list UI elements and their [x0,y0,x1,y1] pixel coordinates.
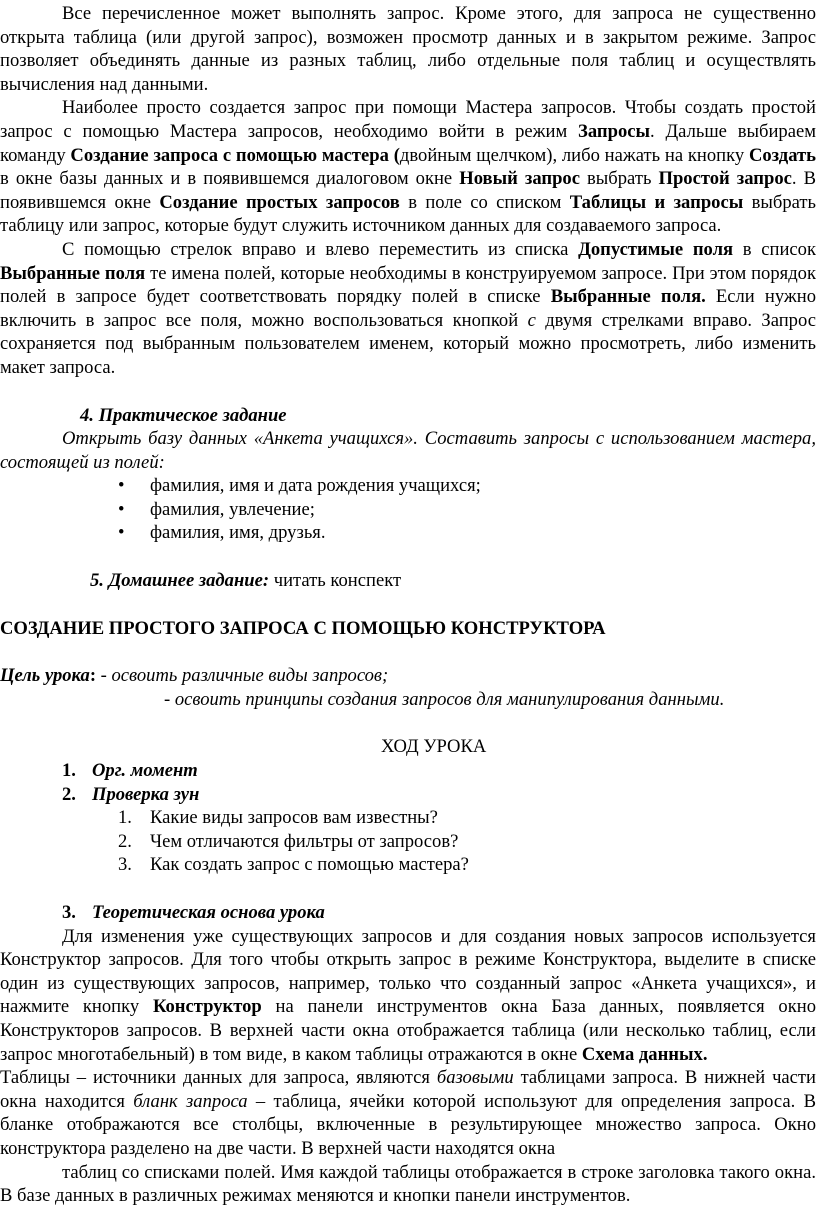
list-item: • фамилия, имя и дата рождения учащихся; [118,474,816,498]
lesson-goal-line2: - освоить принципы создания запросов для манипулирования данными. [164,688,725,710]
paragraph-table-windows: таблиц со списками полей. Имя каждой таблицы отображается в строке заголовка такого окна. В базе данных в различных режимах меняются и кнопки панели инструментов. [0,1161,816,1207]
homework-label: 5. Домашнее задание: [90,570,270,592]
list-item: 2. Чем отличаются фильтры от запросов? [118,830,459,852]
paragraph-constructor: Для изменения уже существующих запросов и для создания новых запросов используется Конструктор запросов. Для того чтобы открыть запрос в режиме Конструктора, выделите в списке один из существующих запросов, например, только что созданный запрос «Анкета учащихся», и нажмите кнопку Конструктор на панели инструментов окна База данных, появляется окно Конструкторов запросов. В верхней части окна отображается таблица (или несколько таблиц, если запрос многотабельный) в том виде, в каком таблицы отражаются в окне Схема данных. [0,925,816,1065]
paragraph-query-capabilities: Все перечисленное может выполнять запрос. Кроме этого, для запроса не существенно открыта таблица (или другой запрос), возможен просмотр данных и в закрытом режиме. Запрос позволяет объединять данные из разных таблиц, либо отдельные поля таблиц и осуществлять вычисления над данными. [0,3,816,95]
lesson-goal: Цель урока: - освоить различные виды запросов; [0,665,389,687]
list-item: 1. Какие виды запросов вам известны? [118,807,438,829]
questions-list [0,806,816,877]
section-title: СОЗДАНИЕ ПРОСТОГО ЗАПРОСА С ПОМОЩЬЮ КОНСТРУКТОРА [0,617,606,639]
paragraph-field-selection: С помощью стрелок вправо и влево переместить из списка Допустимые поля в список Выбранные поля те имена полей, которые необходимы в конструируемом запросе. При этом порядок полей в запросе будет соответствовать порядку полей в списке Выбранные поля. Если нужно включить в запрос все поля, можно воспользоваться кнопкой с двумя стрелками вправо. Запрос сохраняется под выбранным пользователем именем, который можно просмотреть, либо изменить макет запроса. [0,238,816,378]
course-heading: ХОД УРОКА [381,736,487,758]
homework-line [0,569,816,593]
paragraph-query-wizard: Наиболее просто создается запрос при помощи Мастера запросов. Чтобы создать простой запрос с помощью Мастера запросов, необходимо войти в режим Запросы. Дальше выбираем команду Создание запроса с помощью мастера (двойным щелчком), либо нажать на кнопку Создать в окне базы данных и в появившемся диалоговом окне Новый запрос выбрать Простой запрос. В появившемся окне Создание простых запросов в поле со списком Таблицы и запросы выбрать таблицу или запрос, которые будут служить источником данных для создаваемого запроса. [0,97,816,237]
practice-heading: 4. Практическое задание [80,404,287,426]
practice-intro: Открыть базу данных «Анкета учащихся». Составить запросы с использованием мастера, состоящей из полей: [0,428,816,473]
paragraph-base-tables: Таблицы – источники данных для запроса, являются базовыми таблицами запроса. В нижней части окна находится бланк запроса – таблица, ячейки которой используют для определения запроса. В бланке отображаются все столбцы, включенные в результирующее множество запроса. Окно конструктора разделено на две части. В верхней части находятся окна [0,1067,816,1159]
theory-heading: 3. Теоретическая основа урока [62,902,325,923]
list-item: • фамилия, увлечение; [118,498,816,522]
list-item: • фамилия, имя, друзья. [118,521,816,545]
homework-text: читать конспект [269,570,402,592]
list-item: 3. Как создать запрос с помощью мастера? [118,854,469,876]
step-org-moment: 1. Орг. момент [62,760,198,782]
practice-list [0,474,816,545]
step-knowledge-check: 2. Проверка зун [62,783,200,805]
